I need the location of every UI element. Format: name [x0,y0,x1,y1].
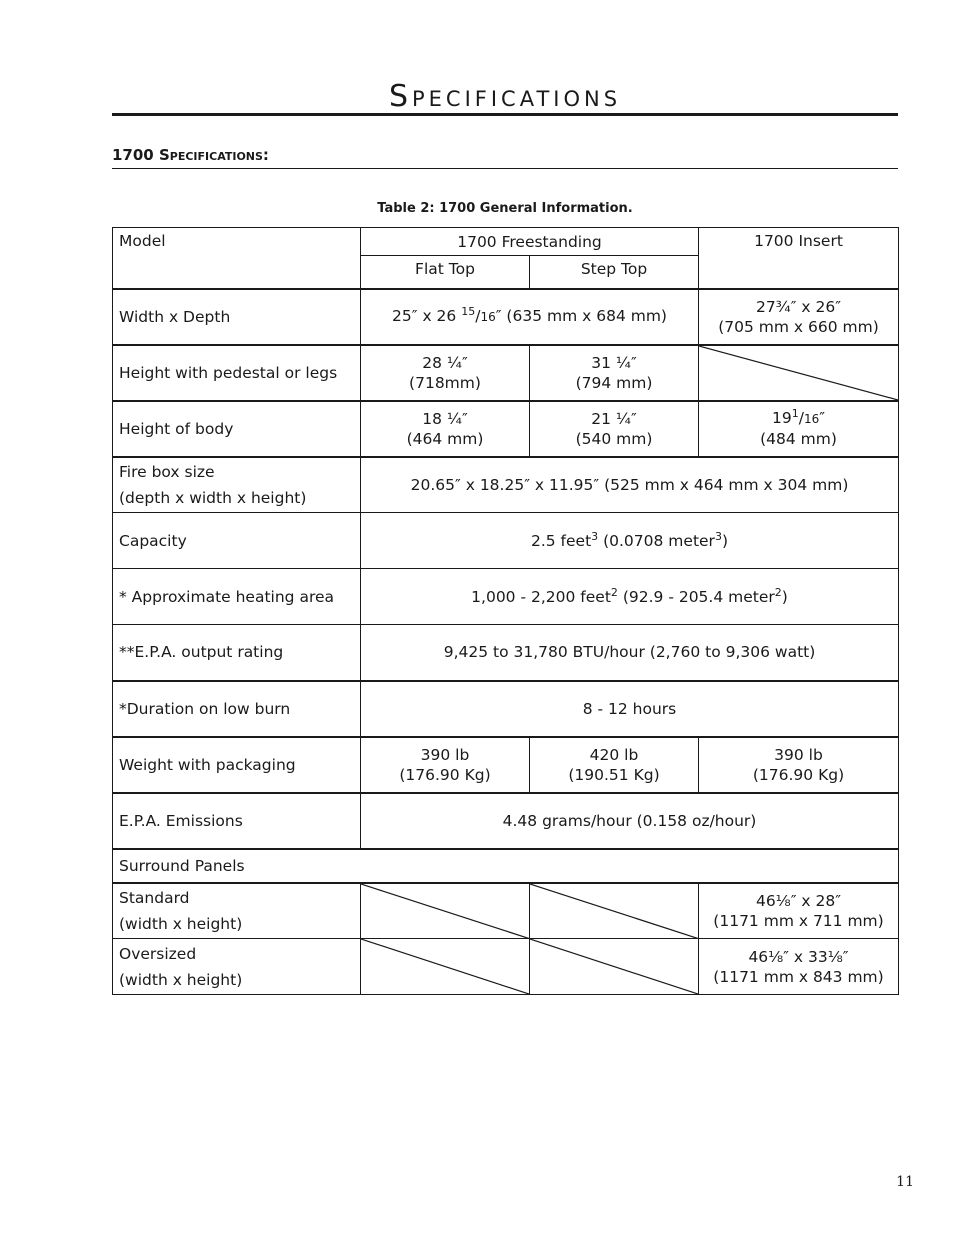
oversized-label: Oversized [119,944,197,963]
value-line: 18 ¼″ [422,409,468,428]
value-line: (1171 mm x 711 mm) [713,911,884,930]
flat-top-header [361,256,530,289]
fraction-numerator: 15 [461,304,476,318]
value-line: 31 ¼″ [591,353,637,372]
header-row [113,228,899,256]
table-row-emissions [113,793,899,849]
value-line: 21 ¼″ [591,409,637,428]
duration-value [361,681,899,737]
epa-output-value [361,625,899,681]
weight-label: Weight with packaging [119,755,296,774]
row-label [113,737,361,793]
value-text: ″ [819,409,826,427]
flat-top-weight [361,737,530,793]
value-line: (794 mm) [575,373,653,392]
value-line: 46⅛″ x 33⅛″ [748,947,849,966]
row-label [113,457,361,513]
row-label [113,401,361,457]
row-label [113,345,361,401]
title-rule [112,113,898,116]
value-line: 27¾″ x 26″ [755,297,842,316]
page-title: Specifications [388,79,622,114]
oversized-sublabel: (width x height) [119,970,243,989]
table-row-surround-panels [113,849,899,883]
value-line: (718mm) [409,373,481,392]
model-header [113,228,361,289]
value-text: 8 - 12 hours [582,699,677,718]
table-row-standard [113,883,899,939]
value-line: 420 lb [589,745,639,764]
width-depth-label: Width x Depth [119,307,231,326]
value-line: (705 mm x 660 mm) [718,317,879,336]
page-number: 11 [896,1174,914,1190]
freestanding-label: 1700 Freestanding [457,232,602,251]
diagonal-strike [361,884,529,939]
step-top-height-body [530,401,699,457]
fire-box-label: Fire box size [119,462,215,481]
section-rule [112,168,898,169]
table-row-weight [113,737,899,793]
value-line: 28 ¼″ [422,353,468,372]
table-row-heating-area [113,569,899,625]
value-line: (190.51 Kg) [568,765,660,784]
step-top-label: Step Top [580,260,648,278]
value-text: 2.5 feet [530,531,592,550]
standard-label: Standard [119,888,190,907]
insert-width-depth [699,289,899,345]
fire-box-sublabel: (depth x width x height) [119,488,307,507]
duration-label: *Duration on low burn [119,699,291,718]
step-top-height-pedestal [530,345,699,401]
diagonal-strike [530,939,698,994]
fraction-denominator: 16 [480,310,496,324]
diagonal-strike [361,939,529,994]
capacity-label: Capacity [119,531,187,550]
flat-top-label: Flat Top [415,260,475,278]
table-row-duration [113,681,899,737]
diagonal-strike [530,884,698,939]
width-depth-value: 25″ x 26 $^{15}$/16″ (635 mm x 684 mm) [392,304,667,325]
row-label [113,939,361,995]
value-text: ″ (635 mm x 684 mm) [495,307,667,325]
section-heading: 1700 Specifications: [112,146,269,164]
heating-area-value [361,569,899,625]
table-row-capacity [113,513,899,569]
fraction-denominator: 16 [803,412,820,426]
value-line: 390 lb [774,745,823,764]
insert-header [699,228,899,289]
capacity-value [361,513,899,569]
value-line: (176.90 Kg) [399,765,491,784]
value-text: 19 [771,409,792,427]
fire-box-value [361,457,899,513]
emissions-value [361,793,899,849]
surround-panels-header [113,849,899,883]
value-line: (484 mm) [760,430,837,448]
row-label [113,883,361,939]
superscript: 2 [774,585,782,599]
heating-area-label: * Approximate heating area [119,587,335,606]
not-applicable-cell [699,345,899,401]
surround-panels-label: Surround Panels [119,856,245,875]
flat-top-height-body [361,401,530,457]
insert-standard [699,883,899,939]
flat-top-height-pedestal [361,345,530,401]
specifications-table [112,227,899,995]
value-text: 1,000 - 2,200 feet [471,587,611,606]
row-label [113,793,361,849]
table-row-fire-box [113,457,899,513]
superscript: 2 [610,585,618,599]
value-text: 20.65″ x 18.25″ x 11.95″ (525 mm x 464 mm x 304 mm) [410,475,849,494]
table-caption: Table 2: 1700 General Information. [377,201,633,216]
height-body-label: Height of body [119,419,234,438]
row-label [113,513,361,569]
row-label [113,289,361,345]
diagonal-strike [699,346,898,400]
insert-height-body [699,401,899,457]
freestanding-width-depth [361,289,699,345]
step-top-header [530,256,699,289]
superscript: 3 [714,529,722,543]
freestanding-header [361,228,699,256]
superscript: 3 [591,529,599,543]
epa-output-label: **E.P.A. output rating [119,643,284,662]
value-line: (540 mm) [575,429,653,448]
value-line: (464 mm) [406,429,484,448]
model-label: Model [119,232,166,250]
value-text: (0.0708 meter [598,531,715,550]
not-applicable-cell [530,883,699,939]
row-label [113,625,361,681]
table-row-epa-output [113,625,899,681]
insert-label: 1700 Insert [754,232,843,250]
value-text: ) [781,587,788,606]
table-row-height-pedestal [113,345,899,401]
value-text: 4.48 grams/hour (0.158 oz/hour) [502,811,757,830]
value-line: $19^1/16''$ [771,406,826,427]
value-line: 46⅛″ x 28″ [755,891,842,910]
table-row-width-depth [113,289,899,345]
insert-weight [699,737,899,793]
height-pedestal-label: Height with pedestal or legs [119,363,338,382]
not-applicable-cell [361,939,530,995]
fraction-numerator: 1 [791,406,799,420]
value-line: (1171 mm x 843 mm) [713,967,884,986]
not-applicable-cell [361,883,530,939]
table-row-height-body [113,401,899,457]
value-text: 25″ x 26 [392,307,462,325]
value-text: ) [721,531,728,550]
value-line: (176.90 Kg) [752,765,845,784]
table-row-oversized [113,939,899,995]
value-text: (92.9 - 205.4 meter [617,587,775,606]
row-label [113,569,361,625]
emissions-label: E.P.A. Emissions [119,811,243,830]
insert-oversized [699,939,899,995]
standard-sublabel: (width x height) [119,914,243,933]
not-applicable-cell [530,939,699,995]
value-text: 9,425 to 31,780 BTU/hour (2,760 to 9,306 watt) [443,643,816,662]
value-line: 390 lb [420,745,470,764]
row-label [113,681,361,737]
step-top-weight [530,737,699,793]
